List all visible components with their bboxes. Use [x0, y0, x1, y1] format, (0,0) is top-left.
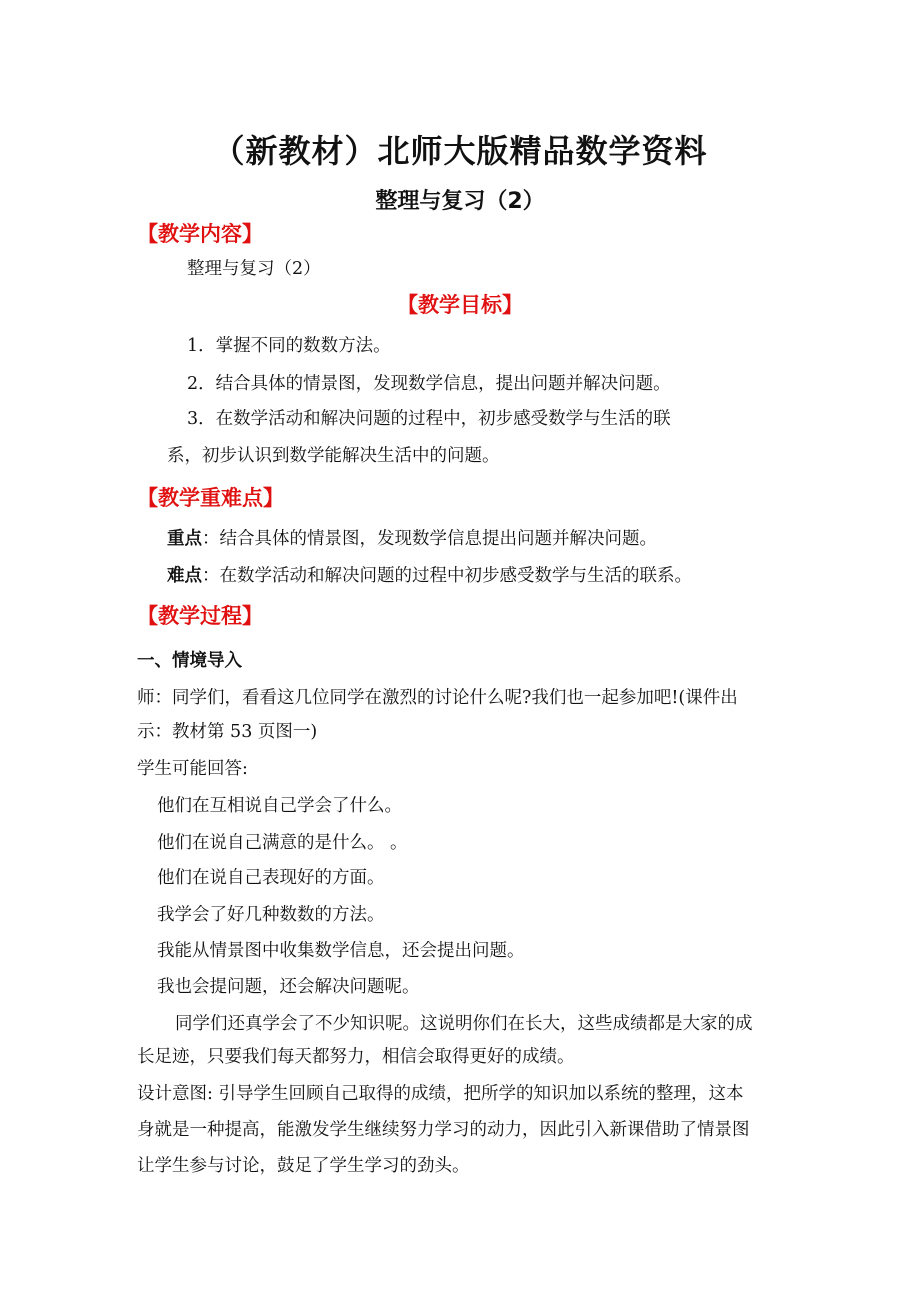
key-point-line — [167, 525, 657, 550]
paragraph-line: 示：教材第 53 页图一) — [137, 722, 318, 742]
difficult-point-text: ：在数学活动和解决问题的过程中初步感受数学与生活的联系。 — [202, 566, 692, 586]
paragraph-line: 长足迹，只要我们每天都努力，相信会取得更好的成绩。 — [137, 1047, 575, 1067]
key-point-label: 重点 — [167, 529, 202, 549]
goal-item-1: 1．掌握不同的数数方法。 — [187, 336, 391, 356]
student-answer: 他们在互相说自己学会了什么。 — [157, 796, 402, 816]
key-point-text: ：结合具体的情景图，发现数学信息提出问题并解决问题。 — [202, 529, 657, 549]
teaching-content-heading: 【教学内容】 — [137, 222, 263, 246]
paragraph-line: 学生可能回答: — [137, 759, 248, 779]
design-intent-line: 身就是一种提高，能激发学生继续努力学习的动力，因此引入新课借助了情景图 — [137, 1120, 750, 1140]
teaching-goals-heading: 【教学目标】 — [397, 293, 523, 317]
difficult-point-label: 难点 — [167, 566, 202, 586]
student-answer: 他们在说自己表现好的方面。 — [157, 868, 385, 888]
goal-item-2: 2．结合具体的情景图，发现数学信息，提出问题并解决问题。 — [187, 374, 671, 394]
teaching-content-text: 整理与复习（2） — [187, 259, 321, 279]
goal-item-3-continued: 系，初步认识到数学能解决生活中的问题。 — [167, 446, 500, 466]
paragraph-line: 同学们还真学会了不少知识呢。这说明你们在长大，这些成绩都是大家的成 — [175, 1014, 753, 1034]
student-answer: 我能从情景图中收集数学信息，还会提出问题。 — [157, 941, 525, 961]
document-title: （新教材）北师大版精品数学资料 — [212, 132, 708, 170]
paragraph-line: 师：同学们，看看这几位同学在激烈的讨论什么呢?我们也一起参加吧!(课件出 — [137, 688, 738, 708]
student-answer: 我学会了好几种数数的方法。 — [157, 905, 385, 925]
design-intent-line: 让学生参与讨论，鼓足了学生学习的劲头。 — [137, 1156, 470, 1176]
goal-item-3: 3．在数学活动和解决问题的过程中，初步感受数学与生活的联 — [187, 409, 671, 429]
student-answer: 我也会提问题，还会解决问题呢。 — [157, 977, 420, 997]
design-intent-line: 设计意图: 引导学生回顾自己取得的成绩，把所学的知识加以系统的整理，这本 — [137, 1084, 744, 1104]
step-1-heading: 一、情境导入 — [137, 651, 242, 671]
teaching-process-heading: 【教学过程】 — [137, 604, 263, 628]
difficult-point-line — [167, 562, 692, 587]
student-answer: 他们在说自己满意的是什么。 。 — [157, 833, 408, 853]
lesson-title: 整理与复习（2） — [375, 189, 545, 214]
key-points-heading: 【教学重难点】 — [137, 486, 284, 510]
